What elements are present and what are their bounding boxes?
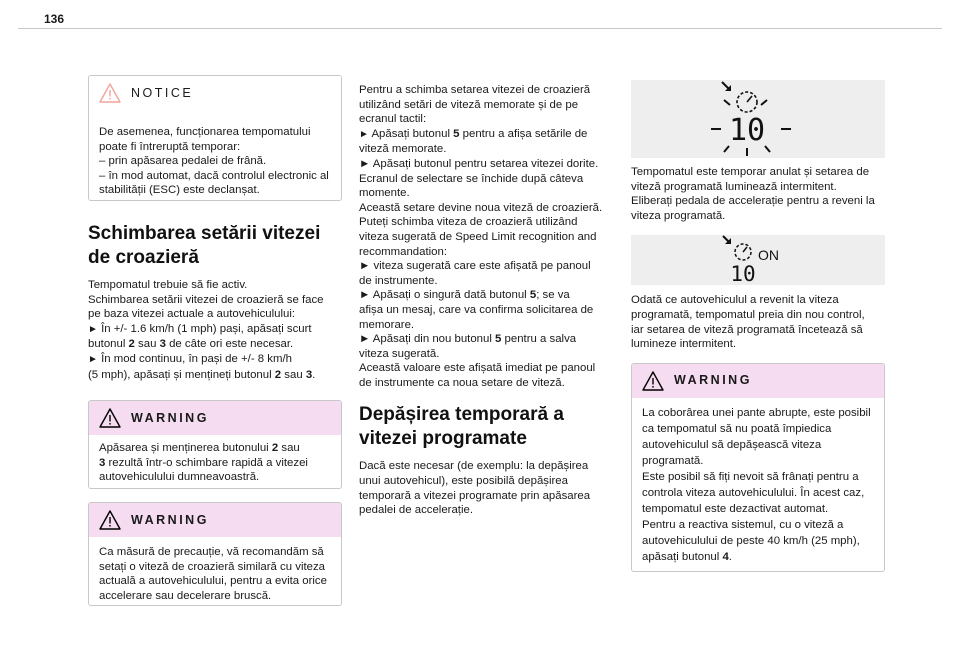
warning-line: programată. bbox=[642, 454, 704, 467]
heading-line: de croazieră bbox=[88, 247, 199, 268]
notice-box bbox=[88, 75, 342, 201]
warning-title: WARNING bbox=[674, 373, 752, 388]
step-text: sau bbox=[281, 368, 306, 381]
paragraph-line: pedalei de accelerație. bbox=[359, 504, 473, 517]
step-text: În mod continuu, în pași de +/- 8 km/h bbox=[97, 352, 292, 365]
speed-on-display bbox=[708, 235, 808, 285]
warning-triangle-icon bbox=[99, 408, 121, 428]
step-text: (5 mph), apăsați și mențineți butonul bbox=[88, 368, 275, 381]
step-short-press bbox=[88, 322, 342, 338]
warning-line: autovehiculul să depășească viteza bbox=[642, 438, 822, 451]
step-text: pentru a salva bbox=[501, 333, 577, 346]
step-text: ► Apăsați din nou butonul bbox=[359, 333, 496, 346]
warning-header bbox=[89, 503, 341, 537]
column-left bbox=[88, 75, 342, 606]
paragraph-line: memorare. bbox=[359, 318, 415, 331]
header-divider bbox=[18, 28, 942, 29]
warning-line: Pentru a reactiva sistemul, cu o viteză a bbox=[642, 518, 844, 531]
status-on-label: ON bbox=[758, 247, 779, 264]
warning-line: autovehiculului dumneavoastră. bbox=[99, 471, 260, 484]
warning-body bbox=[89, 435, 341, 489]
button-ref: 5 bbox=[453, 127, 460, 140]
warning-box-1 bbox=[88, 400, 342, 489]
paragraph-line: pe baza vitezei actuale a autovehiculului: bbox=[88, 308, 296, 321]
arrow-marker-icon: ► bbox=[359, 128, 369, 140]
warning-text: apăsați butonul bbox=[642, 550, 723, 563]
button-ref: 2 bbox=[274, 368, 282, 381]
step-short-press-cont bbox=[88, 337, 342, 352]
warning-line: Ca măsură de precauție, vă recomandăm să bbox=[99, 546, 324, 559]
flashing-speed-display bbox=[703, 80, 813, 158]
notice-header bbox=[89, 76, 341, 110]
warning-line: autovehiculului de peste 40 km/h (25 mph), bbox=[642, 534, 860, 547]
warning-text: Apăsarea și menținerea butonului bbox=[99, 442, 272, 455]
step-memorized-cont: viteză memorate. bbox=[359, 143, 447, 156]
step-text: ; se va bbox=[536, 289, 570, 302]
step-long-press-cont bbox=[88, 368, 342, 383]
button-ref: 3 bbox=[305, 368, 313, 381]
button-ref: 3 bbox=[99, 456, 106, 469]
warning-title: WARNING bbox=[131, 410, 209, 425]
paragraph-line: ecranul tactil: bbox=[359, 113, 427, 126]
notice-line: stabilității (ESC) este declanșat. bbox=[99, 184, 260, 197]
warning-body bbox=[632, 398, 884, 572]
warning-line: actuală a autovehiculului, pentru a evita orice bbox=[99, 575, 327, 588]
paragraph-line: Tempomatul trebuie să fie activ. bbox=[88, 279, 248, 291]
notice-line: – prin apăsarea pedalei de frână. bbox=[99, 155, 267, 168]
paragraph-line: recommandation: bbox=[359, 245, 448, 258]
warning-line: setați o viteză de croazieră similară cu viteza bbox=[99, 560, 326, 573]
paragraph-line: utilizând setări de viteză memorate și de pe bbox=[359, 98, 579, 111]
column-middle bbox=[359, 83, 613, 518]
arrow-marker-icon: ► bbox=[88, 323, 98, 335]
paragraph-flashing bbox=[631, 165, 885, 223]
paragraph-line: Această valoare este afișată imediat pe panoul bbox=[359, 362, 596, 375]
section-heading-cruise-speed bbox=[88, 222, 342, 270]
warning-text: . bbox=[728, 550, 732, 563]
notice-body bbox=[89, 110, 341, 201]
warning-line: La coborârea unei pante abrupte, este posibil bbox=[642, 406, 871, 419]
paragraph-line: ► Apăsați butonul pentru setarea vitezei dorite. bbox=[359, 157, 599, 170]
illustration-flashing-speed bbox=[631, 80, 885, 158]
heading-line: Schimbarea setării vitezei bbox=[88, 223, 321, 244]
warning-line: tempomatul este dezactivat automat. bbox=[642, 502, 829, 515]
notice-line: De asemenea, funcționarea tempomatului bbox=[99, 126, 311, 138]
warning-title: WARNING bbox=[131, 512, 209, 527]
paragraph-line: afișa un mesaj, care va confirma solicitarea de bbox=[359, 303, 594, 316]
warning-header bbox=[89, 401, 341, 435]
step-memorized bbox=[359, 127, 613, 143]
step-text: pentru a afișa setările de bbox=[459, 127, 588, 140]
speedometer-icon bbox=[722, 82, 757, 112]
warning-text: rezultă într-o schimbare rapidă a vitezei bbox=[105, 456, 308, 469]
speedometer-icon bbox=[723, 236, 751, 260]
paragraph-line: Pentru a schimba setarea vitezei de croazieră bbox=[359, 84, 591, 96]
paragraph-line: programată, tempomatul preia din nou control, bbox=[631, 308, 865, 321]
warning-triangle-icon bbox=[642, 371, 664, 391]
step-text: . bbox=[312, 368, 316, 381]
paragraph-line: Dacă este necesar (de exemplu: la depășirea bbox=[359, 460, 589, 473]
heading-line: Depășirea temporară a bbox=[359, 404, 564, 426]
step-long-press bbox=[88, 352, 342, 368]
warning-header bbox=[632, 364, 884, 398]
button-ref: 5 bbox=[495, 333, 502, 346]
step-text: ► Apăsați o singură dată butonul bbox=[359, 289, 530, 302]
paragraph-line: de instrumente ca noua setare de viteză. bbox=[359, 376, 565, 389]
step-press-once bbox=[359, 288, 613, 303]
paragraph-line: unui autovehicul), este posibilă depășirea bbox=[359, 475, 568, 488]
paragraph-line: Odată ce autovehiculul a revenit la viteza bbox=[631, 294, 839, 307]
step-text: de câte ori este necesar. bbox=[165, 338, 294, 351]
warning-line bbox=[642, 549, 874, 565]
paragraph-line: viteza sugerată. bbox=[359, 347, 440, 360]
paragraph-line: momente. bbox=[359, 187, 410, 200]
arrow-marker-icon: ► bbox=[88, 353, 98, 365]
section-heading-overtake bbox=[359, 403, 613, 451]
step-text: Apăsați butonul bbox=[368, 127, 454, 140]
illustration-speed-on bbox=[631, 235, 885, 285]
button-ref: 2 bbox=[128, 338, 135, 351]
paragraph-line: Tempomatul este temporar anulat și setarea de bbox=[631, 166, 870, 178]
warning-box-2 bbox=[88, 502, 342, 606]
paragraph-line: de instrumente. bbox=[359, 274, 438, 287]
speed-digits: 10 bbox=[730, 262, 756, 286]
paragraph-line: Eliberați pedala de accelerație pentru a reveni la bbox=[631, 195, 875, 208]
warning-line: controla viteza autovehiculului. În acest caz, bbox=[642, 486, 865, 499]
heading-line: vitezei programate bbox=[359, 428, 527, 450]
paragraph-line: ► viteza sugerată care este afișată pe panoul bbox=[359, 260, 591, 273]
paragraph-line: viteza sugerată de Speed Limit recognition and bbox=[359, 230, 597, 243]
button-ref: 4 bbox=[722, 550, 729, 563]
warning-line: ca tempomatul să nu poată împiedica bbox=[642, 422, 832, 435]
notice-title: NOTICE bbox=[131, 85, 194, 100]
button-ref: 2 bbox=[271, 442, 279, 455]
warning-line: Este posibil să fiți nevoit să frânați pentru a bbox=[642, 470, 859, 483]
step-press-again bbox=[359, 332, 613, 347]
step-text: sau bbox=[134, 338, 160, 351]
paragraph-line: iar setarea de viteză programată încetează să bbox=[631, 323, 863, 336]
warning-triangle-icon bbox=[99, 83, 121, 103]
paragraph-line: Puteți schimba viteza de croazieră utilizând bbox=[359, 216, 578, 229]
warning-text: sau bbox=[278, 442, 300, 455]
warning-line bbox=[99, 456, 331, 471]
step-text: butonul bbox=[88, 338, 129, 351]
step-text: În +/- 1.6 km/h (1 mph) pași, apăsați scurt bbox=[97, 322, 312, 335]
warning-triangle-icon bbox=[99, 510, 121, 530]
paragraph-resumed bbox=[631, 293, 885, 351]
speed-digits: 10 bbox=[728, 113, 766, 148]
paragraph-line: Această setare devine noua viteză de croazieră. bbox=[359, 201, 603, 214]
warning-line bbox=[99, 441, 331, 456]
paragraph-line: Ecranul de selectare se închide după câteva bbox=[359, 172, 584, 185]
paragraph-line: viteza programată. bbox=[631, 209, 726, 222]
page-number: 136 bbox=[44, 12, 65, 26]
warning-body bbox=[89, 537, 341, 606]
paragraph-line: temporară a vitezei programate prin apăsarea bbox=[359, 489, 591, 502]
paragraph-line: lumineze intermitent. bbox=[631, 338, 737, 351]
warning-box-3 bbox=[631, 363, 885, 572]
column-right bbox=[631, 80, 885, 572]
paragraph-line: Schimbarea setării vitezei de croazieră se face bbox=[88, 293, 324, 306]
intro-paragraph bbox=[88, 278, 342, 382]
paragraph-line: viteză programată luminează intermitent. bbox=[631, 180, 837, 193]
notice-line: poate fi întreruptă temporar: bbox=[99, 140, 241, 153]
button-ref: 5 bbox=[529, 289, 537, 302]
notice-line: – în mod automat, dacă controlul electronic al bbox=[99, 169, 329, 182]
button-ref: 3 bbox=[159, 338, 166, 351]
warning-line: accelerare sau decelerare bruscă. bbox=[99, 589, 272, 602]
